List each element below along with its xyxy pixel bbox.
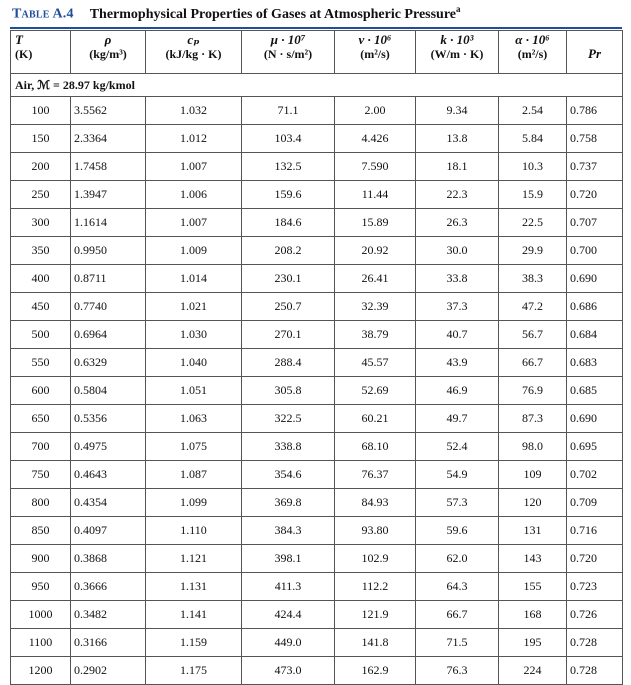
temperature-cell: 950 <box>11 573 71 601</box>
kinematic-viscosity-cell: 32.39 <box>335 293 416 321</box>
kinematic-viscosity-cell: 4.426 <box>335 125 416 153</box>
temperature-cell: 600 <box>11 377 71 405</box>
table-row <box>11 181 623 209</box>
density-cell: 0.6329 <box>71 349 146 377</box>
density-cell: 0.9950 <box>71 237 146 265</box>
header-viscosity: μ · 10⁷ (N · s/m²) <box>242 31 335 74</box>
conductivity-cell: 9.34 <box>416 97 499 125</box>
prandtl-cell: 0.695 <box>567 433 623 461</box>
diffusivity-cell: 38.3 <box>499 265 567 293</box>
footnote-mark: a <box>456 4 461 14</box>
prandtl-cell: 0.690 <box>567 405 623 433</box>
specific-heat-cell: 1.110 <box>146 517 242 545</box>
temperature-cell: 300 <box>11 209 71 237</box>
table-row <box>11 237 623 265</box>
specific-heat-cell: 1.040 <box>146 349 242 377</box>
kinematic-viscosity-cell: 76.37 <box>335 461 416 489</box>
viscosity-cell: 230.1 <box>242 265 335 293</box>
diffusivity-cell: 98.0 <box>499 433 567 461</box>
kinematic-viscosity-cell: 68.10 <box>335 433 416 461</box>
header-specific-heat: cₚ (kJ/kg · K) <box>146 31 242 74</box>
table-row <box>11 125 623 153</box>
diffusivity-cell: 195 <box>499 629 567 657</box>
diffusivity-cell: 22.5 <box>499 209 567 237</box>
specific-heat-cell: 1.131 <box>146 573 242 601</box>
temperature-cell: 900 <box>11 545 71 573</box>
density-cell: 2.3364 <box>71 125 146 153</box>
table-row <box>11 433 623 461</box>
temperature-cell: 650 <box>11 405 71 433</box>
specific-heat-cell: 1.021 <box>146 293 242 321</box>
table-row <box>11 657 623 685</box>
prandtl-cell: 0.720 <box>567 181 623 209</box>
conductivity-cell: 18.1 <box>416 153 499 181</box>
specific-heat-cell: 1.063 <box>146 405 242 433</box>
diffusivity-cell: 120 <box>499 489 567 517</box>
specific-heat-cell: 1.006 <box>146 181 242 209</box>
viscosity-cell: 103.4 <box>242 125 335 153</box>
conductivity-cell: 22.3 <box>416 181 499 209</box>
viscosity-cell: 473.0 <box>242 657 335 685</box>
prandtl-cell: 0.707 <box>567 209 623 237</box>
prandtl-cell: 0.686 <box>567 293 623 321</box>
specific-heat-cell: 1.012 <box>146 125 242 153</box>
table-row <box>11 321 623 349</box>
diffusivity-cell: 109 <box>499 461 567 489</box>
table-row <box>11 461 623 489</box>
viscosity-cell: 71.1 <box>242 97 335 125</box>
specific-heat-cell: 1.175 <box>146 657 242 685</box>
specific-heat-cell: 1.009 <box>146 237 242 265</box>
diffusivity-cell: 76.9 <box>499 377 567 405</box>
kinematic-viscosity-cell: 52.69 <box>335 377 416 405</box>
table-row <box>11 97 623 125</box>
temperature-cell: 150 <box>11 125 71 153</box>
density-cell: 3.5562 <box>71 97 146 125</box>
prandtl-cell: 0.728 <box>567 657 623 685</box>
density-cell: 0.5804 <box>71 377 146 405</box>
viscosity-cell: 449.0 <box>242 629 335 657</box>
conductivity-cell: 59.6 <box>416 517 499 545</box>
viscosity-cell: 384.3 <box>242 517 335 545</box>
viscosity-cell: 411.3 <box>242 573 335 601</box>
density-cell: 0.3666 <box>71 573 146 601</box>
density-cell: 0.7740 <box>71 293 146 321</box>
specific-heat-cell: 1.087 <box>146 461 242 489</box>
conductivity-cell: 43.9 <box>416 349 499 377</box>
prandtl-cell: 0.720 <box>567 545 623 573</box>
table-row <box>11 517 623 545</box>
table-row <box>11 629 623 657</box>
temperature-cell: 250 <box>11 181 71 209</box>
prandtl-cell: 0.709 <box>567 489 623 517</box>
kinematic-viscosity-cell: 2.00 <box>335 97 416 125</box>
table-row <box>11 349 623 377</box>
diffusivity-cell: 66.7 <box>499 349 567 377</box>
diffusivity-cell: 143 <box>499 545 567 573</box>
specific-heat-cell: 1.159 <box>146 629 242 657</box>
viscosity-cell: 159.6 <box>242 181 335 209</box>
section-label: Air, ℳ = 28.97 kg/kmol <box>11 74 623 97</box>
prandtl-cell: 0.723 <box>567 573 623 601</box>
viscosity-cell: 338.8 <box>242 433 335 461</box>
header-row <box>11 31 623 74</box>
conductivity-cell: 13.8 <box>416 125 499 153</box>
prandtl-cell: 0.690 <box>567 265 623 293</box>
viscosity-cell: 208.2 <box>242 237 335 265</box>
temperature-cell: 500 <box>11 321 71 349</box>
diffusivity-cell: 155 <box>499 573 567 601</box>
density-cell: 0.4643 <box>71 461 146 489</box>
header-kinematic-viscosity: ν · 10⁶ (m²/s) <box>335 31 416 74</box>
viscosity-cell: 184.6 <box>242 209 335 237</box>
diffusivity-cell: 10.3 <box>499 153 567 181</box>
kinematic-viscosity-cell: 45.57 <box>335 349 416 377</box>
temperature-cell: 700 <box>11 433 71 461</box>
viscosity-cell: 305.8 <box>242 377 335 405</box>
table-row <box>11 265 623 293</box>
viscosity-cell: 398.1 <box>242 545 335 573</box>
prandtl-cell: 0.685 <box>567 377 623 405</box>
specific-heat-cell: 1.007 <box>146 153 242 181</box>
viscosity-cell: 288.4 <box>242 349 335 377</box>
specific-heat-cell: 1.032 <box>146 97 242 125</box>
temperature-cell: 400 <box>11 265 71 293</box>
temperature-cell: 1000 <box>11 601 71 629</box>
conductivity-cell: 33.8 <box>416 265 499 293</box>
conductivity-cell: 66.7 <box>416 601 499 629</box>
top-rule <box>10 27 622 29</box>
diffusivity-cell: 47.2 <box>499 293 567 321</box>
prandtl-cell: 0.716 <box>567 517 623 545</box>
temperature-cell: 100 <box>11 97 71 125</box>
table-row <box>11 293 623 321</box>
table-row <box>11 545 623 573</box>
specific-heat-cell: 1.030 <box>146 321 242 349</box>
temperature-cell: 800 <box>11 489 71 517</box>
diffusivity-cell: 15.9 <box>499 181 567 209</box>
header-conductivity: k · 10³ (W/m · K) <box>416 31 499 74</box>
density-cell: 0.4354 <box>71 489 146 517</box>
prandtl-cell: 0.683 <box>567 349 623 377</box>
prandtl-cell: 0.726 <box>567 601 623 629</box>
conductivity-cell: 76.3 <box>416 657 499 685</box>
kinematic-viscosity-cell: 93.80 <box>335 517 416 545</box>
kinematic-viscosity-cell: 7.590 <box>335 153 416 181</box>
table-row <box>11 209 623 237</box>
conductivity-cell: 71.5 <box>416 629 499 657</box>
density-cell: 1.1614 <box>71 209 146 237</box>
specific-heat-cell: 1.014 <box>146 265 242 293</box>
kinematic-viscosity-cell: 60.21 <box>335 405 416 433</box>
table-number: Table A.4 <box>12 6 74 22</box>
specific-heat-cell: 1.099 <box>146 489 242 517</box>
density-cell: 0.2902 <box>71 657 146 685</box>
kinematic-viscosity-cell: 15.89 <box>335 209 416 237</box>
kinematic-viscosity-cell: 26.41 <box>335 265 416 293</box>
header-prandtl: Pr <box>567 31 623 74</box>
temperature-cell: 450 <box>11 293 71 321</box>
kinematic-viscosity-cell: 102.9 <box>335 545 416 573</box>
kinematic-viscosity-cell: 141.8 <box>335 629 416 657</box>
specific-heat-cell: 1.141 <box>146 601 242 629</box>
temperature-cell: 550 <box>11 349 71 377</box>
prandtl-cell: 0.728 <box>567 629 623 657</box>
viscosity-cell: 250.7 <box>242 293 335 321</box>
conductivity-cell: 49.7 <box>416 405 499 433</box>
diffusivity-cell: 2.54 <box>499 97 567 125</box>
viscosity-cell: 132.5 <box>242 153 335 181</box>
prandtl-cell: 0.684 <box>567 321 623 349</box>
section-row <box>11 74 623 97</box>
diffusivity-cell: 168 <box>499 601 567 629</box>
kinematic-viscosity-cell: 20.92 <box>335 237 416 265</box>
density-cell: 1.3947 <box>71 181 146 209</box>
conductivity-cell: 46.9 <box>416 377 499 405</box>
density-cell: 0.4975 <box>71 433 146 461</box>
prandtl-cell: 0.700 <box>567 237 623 265</box>
conductivity-cell: 64.3 <box>416 573 499 601</box>
conductivity-cell: 30.0 <box>416 237 499 265</box>
viscosity-cell: 354.6 <box>242 461 335 489</box>
viscosity-cell: 270.1 <box>242 321 335 349</box>
viscosity-cell: 369.8 <box>242 489 335 517</box>
kinematic-viscosity-cell: 84.93 <box>335 489 416 517</box>
table-row <box>11 153 623 181</box>
specific-heat-cell: 1.121 <box>146 545 242 573</box>
temperature-cell: 350 <box>11 237 71 265</box>
table-row <box>11 573 623 601</box>
kinematic-viscosity-cell: 112.2 <box>335 573 416 601</box>
conductivity-cell: 54.9 <box>416 461 499 489</box>
table-row <box>11 405 623 433</box>
header-temperature: T (K) <box>11 31 71 74</box>
table-body <box>11 74 623 685</box>
density-cell: 0.3868 <box>71 545 146 573</box>
prandtl-cell: 0.786 <box>567 97 623 125</box>
table-row <box>11 489 623 517</box>
density-cell: 0.3166 <box>71 629 146 657</box>
conductivity-cell: 62.0 <box>416 545 499 573</box>
kinematic-viscosity-cell: 38.79 <box>335 321 416 349</box>
density-cell: 0.4097 <box>71 517 146 545</box>
prandtl-cell: 0.702 <box>567 461 623 489</box>
temperature-cell: 1100 <box>11 629 71 657</box>
conductivity-cell: 26.3 <box>416 209 499 237</box>
temperature-cell: 850 <box>11 517 71 545</box>
prandtl-cell: 0.758 <box>567 125 623 153</box>
density-cell: 0.6964 <box>71 321 146 349</box>
conductivity-cell: 57.3 <box>416 489 499 517</box>
header-density: ρ (kg/m³) <box>71 31 146 74</box>
diffusivity-cell: 131 <box>499 517 567 545</box>
temperature-cell: 200 <box>11 153 71 181</box>
specific-heat-cell: 1.007 <box>146 209 242 237</box>
kinematic-viscosity-cell: 11.44 <box>335 181 416 209</box>
diffusivity-cell: 87.3 <box>499 405 567 433</box>
kinematic-viscosity-cell: 121.9 <box>335 601 416 629</box>
prandtl-cell: 0.737 <box>567 153 623 181</box>
conductivity-cell: 40.7 <box>416 321 499 349</box>
conductivity-cell: 37.3 <box>416 293 499 321</box>
temperature-cell: 750 <box>11 461 71 489</box>
kinematic-viscosity-cell: 162.9 <box>335 657 416 685</box>
header-diffusivity: α · 10⁶ (m²/s) <box>499 31 567 74</box>
temperature-cell: 1200 <box>11 657 71 685</box>
diffusivity-cell: 224 <box>499 657 567 685</box>
viscosity-cell: 424.4 <box>242 601 335 629</box>
gas-properties-table <box>10 30 623 685</box>
diffusivity-cell: 29.9 <box>499 237 567 265</box>
density-cell: 0.8711 <box>71 265 146 293</box>
density-cell: 1.7458 <box>71 153 146 181</box>
table-row <box>11 601 623 629</box>
specific-heat-cell: 1.051 <box>146 377 242 405</box>
viscosity-cell: 322.5 <box>242 405 335 433</box>
diffusivity-cell: 56.7 <box>499 321 567 349</box>
conductivity-cell: 52.4 <box>416 433 499 461</box>
density-cell: 0.3482 <box>71 601 146 629</box>
table-title: Thermophysical Properties of Gases at Atmospheric Pressure <box>89 6 457 22</box>
density-cell: 0.5356 <box>71 405 146 433</box>
diffusivity-cell: 5.84 <box>499 125 567 153</box>
table-caption <box>12 4 461 24</box>
table-row <box>11 377 623 405</box>
specific-heat-cell: 1.075 <box>146 433 242 461</box>
